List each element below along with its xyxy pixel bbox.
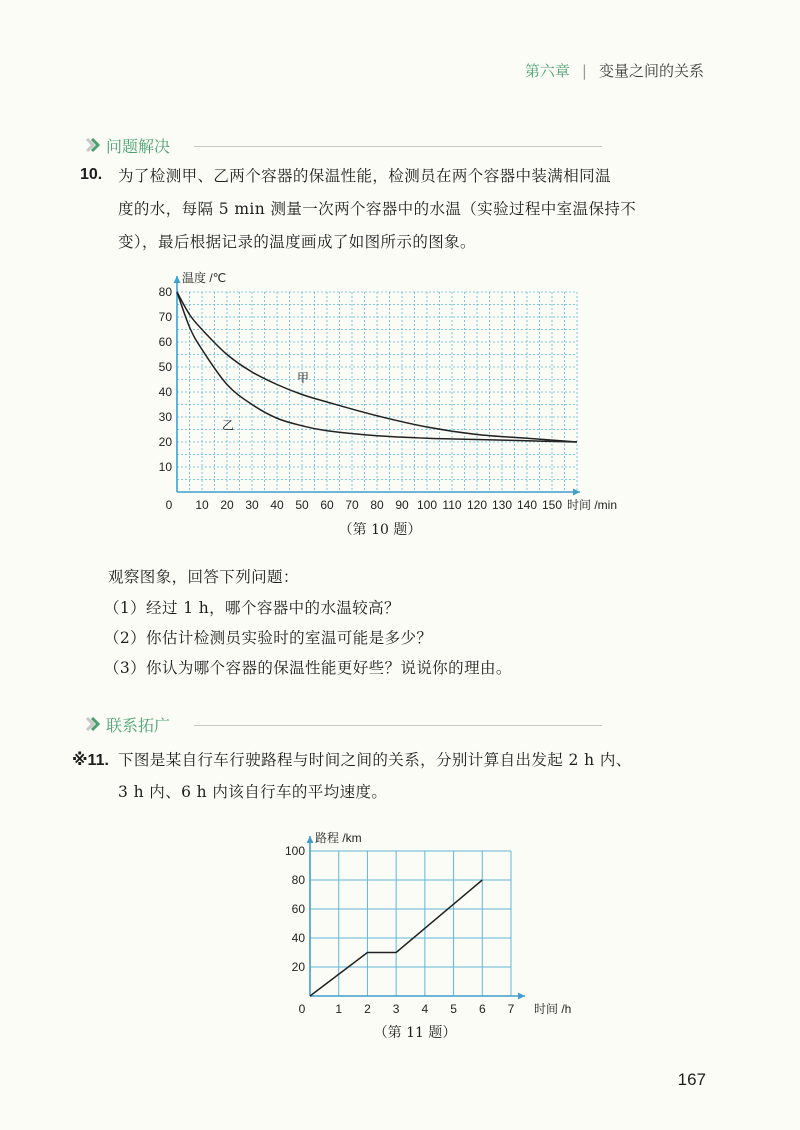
x-axis-arrow — [518, 993, 525, 1000]
page-number: 167 — [677, 1070, 706, 1089]
sub-question: （1）经过 1 h，哪个容器中的水温较高？ — [104, 599, 400, 617]
question-line: 度的水，每隔 5 min 测量一次两个容器中的水温（实验过程中室温保持不 — [118, 200, 637, 218]
origin-label: 0 — [165, 498, 173, 512]
x-tick-label: 150 — [541, 498, 563, 512]
x-tick-label: 90 — [395, 498, 409, 512]
x-tick-label: 120 — [466, 498, 488, 512]
x-tick-label: 130 — [491, 498, 513, 512]
chevron-right-icon — [84, 135, 104, 155]
y-tick-label: 60 — [291, 902, 305, 916]
y-axis-label: 温度 /℃ — [182, 271, 227, 285]
x-tick-label: 1 — [335, 1002, 343, 1016]
section-heading-problem-solving — [82, 136, 602, 156]
figure-caption: （第 10 题） — [338, 522, 422, 538]
x-axis-arrow — [573, 489, 580, 496]
y-tick-label: 70 — [158, 310, 172, 324]
x-tick-label: 30 — [245, 498, 259, 512]
y-axis-arrow — [174, 276, 181, 283]
temperature-chart — [150, 268, 650, 518]
distance-chart — [270, 828, 590, 1028]
x-tick-label: 3 — [392, 1002, 400, 1016]
section-divider — [194, 146, 602, 147]
x-axis-label: 时间 /h — [534, 1002, 572, 1016]
question-line: 为了检测甲、乙两个容器的保温性能，检测员在两个容器中装满相同温 — [118, 167, 611, 185]
y-axis-label: 路程 /km — [315, 831, 362, 845]
x-tick-label: 140 — [516, 498, 538, 512]
y-tick-label: 20 — [291, 960, 305, 974]
y-tick-label: 40 — [158, 385, 172, 399]
y-axis-arrow — [307, 836, 314, 843]
section-label: 联系拓广 — [106, 716, 171, 735]
question-intro: 观察图象，回答下列问题： — [108, 568, 299, 586]
x-tick-label: 5 — [450, 1002, 457, 1016]
section-heading-extension — [82, 715, 602, 735]
x-tick-label: 80 — [370, 498, 384, 512]
x-tick-label: 60 — [320, 498, 334, 512]
section-divider — [194, 725, 602, 726]
chapter-title: 变量之间的关系 — [598, 62, 704, 80]
x-tick-label: 110 — [442, 498, 462, 512]
sub-question: （3）你认为哪个容器的保温性能更好些？说说你的理由。 — [104, 659, 512, 677]
curve-label-yi: 乙 — [222, 418, 235, 433]
x-tick-label: 40 — [270, 498, 284, 512]
y-tick-label: 20 — [158, 435, 172, 449]
x-tick-label: 70 — [345, 498, 359, 512]
x-tick-label: 2 — [364, 1002, 371, 1016]
x-tick-label: 100 — [416, 498, 438, 512]
y-tick-label: 10 — [158, 460, 172, 474]
y-tick-label: 40 — [291, 931, 305, 945]
x-tick-label: 4 — [421, 1002, 429, 1016]
x-tick-label: 10 — [195, 498, 209, 512]
curve-label-jia: 甲 — [297, 371, 310, 385]
x-tick-label: 20 — [220, 498, 234, 512]
question-number: 10. — [80, 166, 103, 183]
question-line: 下图是某自行车行驶路程与时间之间的关系，分别计算自出发起 2 h 内、 — [118, 751, 632, 769]
figure-caption: （第 11 题） — [373, 1025, 457, 1041]
chapter-label: 第六章 — [524, 62, 570, 80]
y-tick-label: 50 — [158, 360, 172, 374]
question-number: ※11. — [72, 752, 109, 769]
origin-label: 0 — [298, 1002, 306, 1016]
y-tick-label: 100 — [284, 844, 305, 858]
x-tick-label: 7 — [507, 1002, 515, 1016]
sub-question: （2）你估计检测员实验时的室温可能是多少？ — [104, 629, 433, 647]
y-tick-label: 60 — [158, 335, 172, 349]
x-axis-label: 时间 /min — [567, 498, 618, 512]
header-separator: | — [581, 62, 587, 80]
question-line: 3 h 内、6 h 内该自行车的平均速度。 — [118, 783, 388, 801]
x-tick-label: 50 — [295, 498, 309, 512]
running-header — [525, 60, 704, 81]
y-tick-label: 30 — [158, 410, 172, 424]
chevron-right-icon — [84, 714, 104, 734]
question-line: 变），最后根据记录的温度画成了如图所示的图象。 — [118, 233, 476, 251]
y-tick-label: 80 — [291, 873, 305, 887]
x-tick-label: 6 — [478, 1002, 486, 1016]
y-tick-label: 80 — [158, 285, 172, 299]
section-label: 问题解决 — [106, 137, 171, 156]
